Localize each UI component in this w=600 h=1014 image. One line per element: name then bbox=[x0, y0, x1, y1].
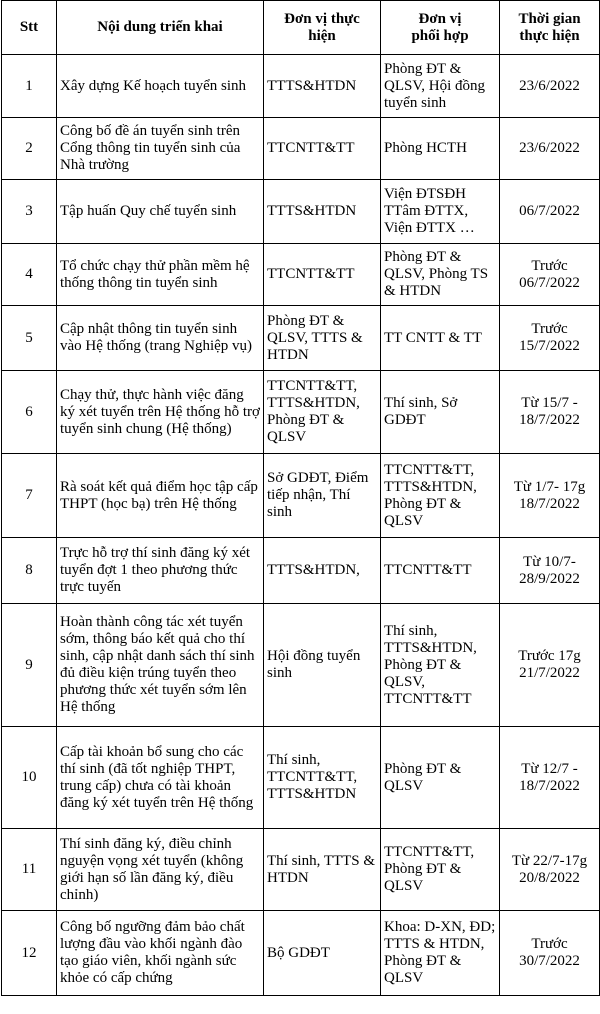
row-coop: Viện ĐTSĐH TTâm ĐTTX, Viện ĐTTX … bbox=[381, 180, 500, 244]
row-content: Công bố đề án tuyển sinh trên Cổng thông tin tuyển sinh của Nhà trường bbox=[57, 118, 264, 180]
row-unit: TTCNTT&TT bbox=[264, 244, 381, 306]
row-content: Chạy thử, thực hành việc đăng ký xét tuyển trên Hệ thống hỗ trợ tuyển sinh chung (Hệ thống) bbox=[57, 371, 264, 454]
row-unit: Phòng ĐT & QLSV, TTTS & HTDN bbox=[264, 306, 381, 371]
row-time: 23/6/2022 bbox=[500, 55, 600, 118]
row-content: Xây dựng Kế hoạch tuyển sinh bbox=[57, 55, 264, 118]
row-unit: Bộ GDĐT bbox=[264, 911, 381, 996]
table-row bbox=[2, 244, 600, 306]
header-coop: Đơn vị phối hợp bbox=[381, 1, 500, 55]
row-coop: TTCNTT&TT bbox=[381, 538, 500, 604]
row-coop: Phòng ĐT & QLSV bbox=[381, 727, 500, 829]
row-content: Tập huấn Quy chế tuyển sinh bbox=[57, 180, 264, 244]
table-row bbox=[2, 604, 600, 727]
row-content: Cập nhật thông tin tuyển sinh vào Hệ thống (trang Nghiệp vụ) bbox=[57, 306, 264, 371]
row-time: Từ 15/7 - 18/7/2022 bbox=[500, 371, 600, 454]
row-stt: 10 bbox=[2, 727, 57, 829]
row-time: Trước 30/7/2022 bbox=[500, 911, 600, 996]
row-coop: TTCNTT&TT, TTTS&HTDN, Phòng ĐT & QLSV bbox=[381, 454, 500, 538]
row-unit: Hội đồng tuyển sinh bbox=[264, 604, 381, 727]
row-stt: 2 bbox=[2, 118, 57, 180]
table-row bbox=[2, 727, 600, 829]
row-time: Trước 15/7/2022 bbox=[500, 306, 600, 371]
row-time: Từ 22/7-17g 20/8/2022 bbox=[500, 829, 600, 911]
row-time: Từ 1/7- 17g 18/7/2022 bbox=[500, 454, 600, 538]
table-row bbox=[2, 538, 600, 604]
row-unit: TTTS&HTDN, bbox=[264, 538, 381, 604]
row-unit: TTCNTT&TT, TTTS&HTDN, Phòng ĐT & QLSV bbox=[264, 371, 381, 454]
row-stt: 1 bbox=[2, 55, 57, 118]
deployment-schedule-table bbox=[1, 0, 600, 996]
row-time: 23/6/2022 bbox=[500, 118, 600, 180]
row-stt: 8 bbox=[2, 538, 57, 604]
table-row bbox=[2, 306, 600, 371]
table-row bbox=[2, 180, 600, 244]
row-time: Từ 10/7- 28/9/2022 bbox=[500, 538, 600, 604]
row-time: Trước 17g 21/7/2022 bbox=[500, 604, 600, 727]
header-stt: Stt bbox=[2, 1, 57, 55]
table-row bbox=[2, 454, 600, 538]
row-stt: 9 bbox=[2, 604, 57, 727]
row-coop: TTCNTT&TT, Phòng ĐT & QLSV bbox=[381, 829, 500, 911]
row-coop: Phòng ĐT & QLSV, Hội đồng tuyển sinh bbox=[381, 55, 500, 118]
row-unit: Sở GDĐT, Điểm tiếp nhận, Thí sinh bbox=[264, 454, 381, 538]
header-time: Thời gian thực hiện bbox=[500, 1, 600, 55]
row-coop: Thí sinh, Sở GDĐT bbox=[381, 371, 500, 454]
row-stt: 7 bbox=[2, 454, 57, 538]
row-content: Rà soát kết quả điểm học tập cấp THPT (học bạ) trên Hệ thống bbox=[57, 454, 264, 538]
row-unit: TTCNTT&TT bbox=[264, 118, 381, 180]
table-row bbox=[2, 118, 600, 180]
row-content: Trực hỗ trợ thí sinh đăng ký xét tuyển đợt 1 theo phương thức trực tuyến bbox=[57, 538, 264, 604]
row-coop: Khoa: D-XN, ĐD; TTTS & HTDN, Phòng ĐT & QLSV bbox=[381, 911, 500, 996]
table-row bbox=[2, 829, 600, 911]
header-row bbox=[2, 1, 600, 55]
row-coop: Phòng ĐT & QLSV, Phòng TS & HTDN bbox=[381, 244, 500, 306]
row-content: Cấp tài khoản bổ sung cho các thí sinh (đã tốt nghiệp THPT, trung cấp) chưa có tài khoản đăng ký xét tuyển trên Hệ thống bbox=[57, 727, 264, 829]
row-content: Hoàn thành công tác xét tuyển sớm, thông báo kết quả cho thí sinh, cập nhật danh sách thí sinh đủ điều kiện trúng tuyển theo phương thức xét tuyển sớm lên Hệ thống bbox=[57, 604, 264, 727]
table-row bbox=[2, 55, 600, 118]
row-time: Trước 06/7/2022 bbox=[500, 244, 600, 306]
header-unit: Đơn vị thực hiện bbox=[264, 1, 381, 55]
row-unit: Thí sinh, TTTS & HTDN bbox=[264, 829, 381, 911]
row-stt: 6 bbox=[2, 371, 57, 454]
row-unit: TTTS&HTDN bbox=[264, 180, 381, 244]
row-time: 06/7/2022 bbox=[500, 180, 600, 244]
row-unit: TTTS&HTDN bbox=[264, 55, 381, 118]
row-coop: Thí sinh, TTTS&HTDN, Phòng ĐT & QLSV, TTCNTT&TT bbox=[381, 604, 500, 727]
row-stt: 3 bbox=[2, 180, 57, 244]
row-coop: TT CNTT & TT bbox=[381, 306, 500, 371]
row-content: Tổ chức chạy thử phần mềm hệ thống thông tin tuyển sinh bbox=[57, 244, 264, 306]
row-time: Từ 12/7 - 18/7/2022 bbox=[500, 727, 600, 829]
row-stt: 5 bbox=[2, 306, 57, 371]
row-stt: 4 bbox=[2, 244, 57, 306]
header-content: Nội dung triển khai bbox=[57, 1, 264, 55]
table-row bbox=[2, 911, 600, 996]
row-unit: Thí sinh, TTCNTT&TT, TTTS&HTDN bbox=[264, 727, 381, 829]
row-stt: 11 bbox=[2, 829, 57, 911]
row-stt: 12 bbox=[2, 911, 57, 996]
row-content: Công bố ngưỡng đảm bảo chất lượng đầu vào khối ngành đào tạo giáo viên, khối ngành sức khỏe có cấp chứng bbox=[57, 911, 264, 996]
row-content: Thí sinh đăng ký, điều chỉnh nguyện vọng xét tuyển (không giới hạn số lần đăng ký, điều chỉnh) bbox=[57, 829, 264, 911]
row-coop: Phòng HCTH bbox=[381, 118, 500, 180]
table-row bbox=[2, 371, 600, 454]
